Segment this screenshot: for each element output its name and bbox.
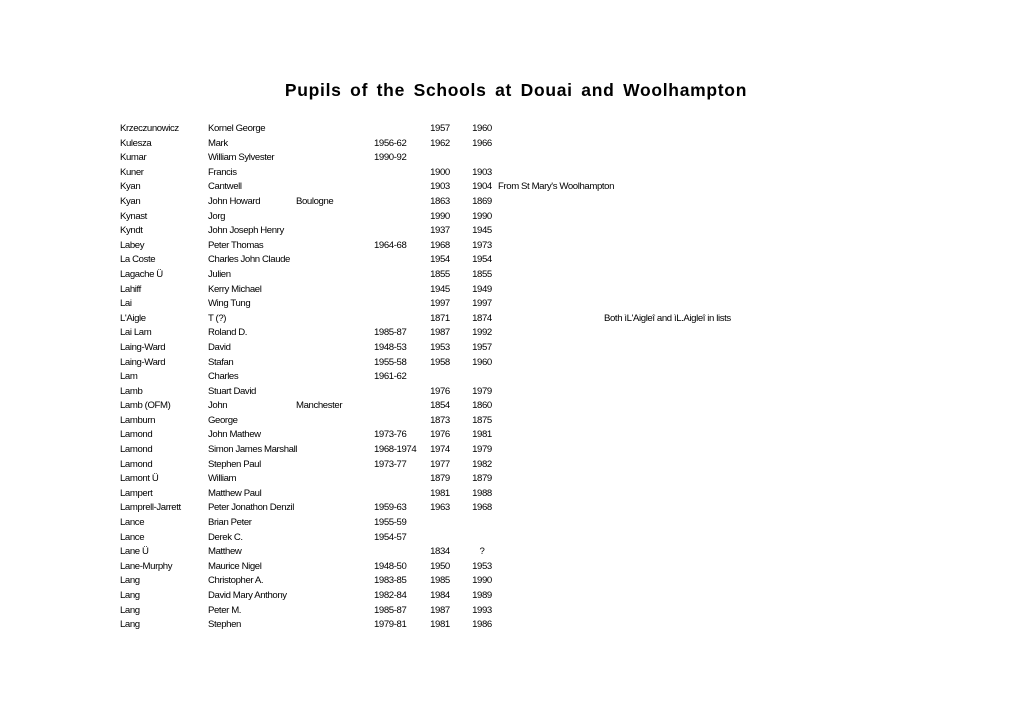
leaving-year-cell: 1953: [472, 560, 492, 572]
leaving-year-cell: 1981: [472, 429, 492, 441]
prep-years-cell: 1982-84: [374, 590, 407, 601]
entry-year-cell: 1976: [430, 429, 450, 441]
entry-year-cell: 1954: [430, 254, 450, 266]
forenames-cell: Julien: [208, 268, 231, 280]
forenames-cell: Christopher A.: [208, 575, 264, 587]
surname-cell: Kyndt: [120, 225, 143, 237]
surname-cell: Krzeczunowicz: [120, 123, 179, 134]
remark-cell: Both ìL'Aigleî and ìL.Aigleî in lists: [604, 312, 731, 324]
entry-year-cell: 1863: [430, 195, 450, 207]
forenames-cell: Francis: [208, 166, 237, 178]
leaving-year-cell: ?: [479, 546, 485, 558]
forenames-cell: David: [208, 341, 231, 353]
forenames-cell: David Mary Anthony: [208, 590, 287, 601]
leaving-year-cell: 1954: [472, 254, 492, 266]
surname-cell: Lane-Murphy: [120, 560, 173, 572]
forenames-cell: Matthew Paul: [208, 487, 262, 499]
forenames-cell: John Mathew: [208, 429, 261, 441]
entry-year-cell: 1968: [430, 239, 450, 251]
prep-years-cell: 1973-76: [374, 429, 407, 441]
forenames-cell: Matthew: [208, 546, 242, 558]
surname-cell: Lance: [120, 531, 145, 543]
surname-cell: Lam: [120, 371, 138, 383]
forenames-cell: Jorg: [208, 210, 226, 222]
surname-cell: Lamburn: [120, 414, 156, 426]
leaving-year-cell: 1874: [472, 312, 492, 324]
entry-year-cell: 1855: [430, 268, 450, 280]
table-row: [0, 137, 1024, 152]
surname-cell: Lane Ü: [120, 546, 149, 558]
prep-years-cell: 1955-59: [374, 517, 407, 529]
leaving-year-cell: 1879: [472, 473, 492, 485]
surname-cell: Lance: [120, 517, 145, 529]
forenames-cell: Brian Peter: [208, 517, 252, 529]
prep-years-cell: 1985-87: [374, 604, 407, 616]
entry-year-cell: 1953: [430, 341, 450, 353]
entry-year-cell: 1945: [430, 283, 450, 295]
entry-year-cell: 1903: [430, 181, 450, 193]
table-row: [0, 195, 1024, 210]
entry-year-cell: 1834: [430, 546, 450, 558]
leaving-year-cell: 1989: [472, 590, 492, 601]
forenames-cell: Charles: [208, 371, 239, 383]
surname-cell: Labey: [120, 239, 145, 251]
surname-cell: Lang: [120, 619, 140, 631]
entry-year-cell: 1990: [430, 210, 450, 222]
entry-year-cell: 1981: [430, 487, 450, 499]
prep-years-cell: 1990-92: [374, 152, 407, 164]
table-row: [0, 312, 1024, 327]
leaving-year-cell: 1960: [472, 356, 492, 368]
leaving-year-cell: 1997: [472, 298, 492, 310]
surname-cell: Lamond: [120, 444, 153, 456]
entry-year-cell: 1879: [430, 473, 450, 485]
table-row: [0, 472, 1024, 487]
surname-cell: Laing-Ward: [120, 356, 166, 368]
table-row: [0, 297, 1024, 312]
entry-year-cell: 1963: [430, 502, 450, 514]
prep-years-cell: 1959-63: [374, 502, 407, 514]
note-cell: From St Mary's Woolhampton: [498, 181, 615, 193]
forenames-cell: William: [208, 473, 237, 485]
entry-year-cell: 1900: [430, 166, 450, 178]
table-row: [0, 210, 1024, 225]
leaving-year-cell: 1966: [472, 137, 492, 149]
surname-cell: Lamont Ü: [120, 473, 159, 485]
prep-years-cell: 1968-1974: [374, 444, 417, 456]
entry-year-cell: 1985: [430, 575, 450, 587]
surname-cell: Lang: [120, 575, 140, 587]
entry-year-cell: 1873: [430, 414, 450, 426]
forenames-cell: Stafan: [208, 356, 234, 368]
table-row: [0, 180, 1024, 195]
table-row: [0, 224, 1024, 239]
table-row: [0, 458, 1024, 473]
prep-years-cell: 1964-68: [374, 239, 407, 251]
surname-cell: Lamprell-Jarrett: [120, 502, 181, 514]
forenames-cell: Kerry Michael: [208, 283, 262, 295]
leaving-year-cell: 1986: [472, 619, 492, 631]
surname-cell: Lamb (OFM): [120, 400, 171, 412]
leaving-year-cell: 1869: [472, 195, 492, 207]
forenames-cell: Stephen Paul: [208, 458, 261, 470]
prep-years-cell: 1954-57: [374, 531, 407, 543]
leaving-year-cell: 1992: [472, 327, 492, 339]
forenames-cell: George: [208, 414, 238, 426]
table-row: [0, 414, 1024, 429]
surname-cell: Lampert: [120, 487, 153, 499]
leaving-year-cell: 1875: [472, 414, 492, 426]
prep-years-cell: 1948-50: [374, 560, 407, 572]
forenames-cell: Stuart David: [208, 385, 256, 397]
entry-year-cell: 1987: [430, 604, 450, 616]
prep-years-cell: 1983-85: [374, 575, 407, 587]
table-row: [0, 166, 1024, 181]
surname-cell: Lamond: [120, 429, 153, 441]
forenames-cell: Cantwell: [208, 181, 242, 193]
pupil-list: [0, 122, 1024, 633]
table-row: [0, 399, 1024, 414]
table-row: [0, 253, 1024, 268]
surname-cell: Kulesza: [120, 137, 152, 149]
entry-year-cell: 1854: [430, 400, 450, 412]
surname-cell: Kynast: [120, 210, 147, 222]
forenames-cell: John: [208, 400, 228, 412]
table-row: [0, 239, 1024, 254]
table-row: [0, 560, 1024, 575]
prep-years-cell: 1955-58: [374, 356, 407, 368]
leaving-year-cell: 1968: [472, 502, 492, 514]
table-row: [0, 341, 1024, 356]
leaving-year-cell: 1988: [472, 487, 492, 499]
surname-cell: Kyan: [120, 181, 141, 193]
leaving-year-cell: 1990: [472, 575, 492, 587]
table-row: [0, 574, 1024, 589]
surname-cell: Lahiff: [120, 283, 141, 295]
forenames-cell: Peter M.: [208, 604, 242, 616]
forenames-cell: Peter Jonathon Denzil: [208, 502, 294, 514]
table-row: [0, 428, 1024, 443]
surname-cell: Lamond: [120, 458, 153, 470]
forenames-cell: T (?): [208, 312, 227, 324]
table-row: [0, 385, 1024, 400]
surname-cell: Lang: [120, 590, 140, 601]
leaving-year-cell: 1982: [472, 458, 492, 470]
table-row: [0, 501, 1024, 516]
leaving-year-cell: 1979: [472, 444, 492, 456]
surname-cell: Kumar: [120, 152, 147, 164]
forenames-cell: Wing Tung: [208, 298, 251, 310]
table-row: [0, 618, 1024, 633]
leaving-year-cell: 1979: [472, 385, 492, 397]
table-row: [0, 356, 1024, 371]
entry-year-cell: 1958: [430, 356, 450, 368]
prep-years-cell: 1961-62: [374, 371, 407, 383]
entry-year-cell: 1957: [430, 123, 450, 134]
leaving-year-cell: 1990: [472, 210, 492, 222]
entry-year-cell: 1984: [430, 590, 450, 601]
entry-year-cell: 1950: [430, 560, 450, 572]
table-row: [0, 589, 1024, 604]
forenames-cell: Stephen: [208, 619, 241, 631]
entry-year-cell: 1981: [430, 619, 450, 631]
forenames-cell: Charles John Claude: [208, 254, 290, 266]
surname-cell: Laing-Ward: [120, 341, 166, 353]
table-row: [0, 268, 1024, 283]
table-row: [0, 151, 1024, 166]
entry-year-cell: 1937: [430, 225, 450, 237]
table-row: [0, 326, 1024, 341]
table-row: [0, 443, 1024, 458]
surname-cell: Lang: [120, 604, 140, 616]
surname-cell: La Coste: [120, 254, 156, 266]
leaving-year-cell: 1993: [472, 604, 492, 616]
forenames-cell: Simon James Marshall: [208, 444, 298, 456]
page-title: Pupils of the Schools at Douai and Woolhampton: [284, 80, 748, 100]
leaving-year-cell: 1855: [472, 268, 492, 280]
forenames-cell: William Sylvester: [208, 152, 275, 164]
table-row: [0, 604, 1024, 619]
entry-year-cell: 1962: [430, 137, 450, 149]
surname-cell: L'Aigle: [120, 312, 146, 324]
surname-cell: Lamb: [120, 385, 143, 397]
leaving-year-cell: 1904: [472, 181, 492, 193]
surname-cell: Kuner: [120, 166, 144, 178]
table-row: [0, 370, 1024, 385]
surname-cell: Kyan: [120, 195, 141, 207]
leaving-year-cell: 1860: [472, 400, 492, 412]
surname-cell: Lai: [120, 298, 132, 310]
prep-years-cell: 1973-77: [374, 458, 407, 470]
entry-year-cell: 1977: [430, 458, 450, 470]
place-cell: Boulogne: [296, 195, 334, 207]
prep-years-cell: 1956-62: [374, 137, 407, 149]
place-cell: Manchester: [296, 400, 343, 412]
forenames-cell: Roland D.: [208, 327, 248, 339]
table-row: [0, 283, 1024, 298]
entry-year-cell: 1997: [430, 298, 450, 310]
table-row: [0, 122, 1024, 137]
prep-years-cell: 1948-53: [374, 341, 407, 353]
leaving-year-cell: 1945: [472, 225, 492, 237]
leaving-year-cell: 1973: [472, 239, 492, 251]
entry-year-cell: 1987: [430, 327, 450, 339]
prep-years-cell: 1985-87: [374, 327, 407, 339]
forenames-cell: Peter Thomas: [208, 239, 264, 251]
surname-cell: Lai Lam: [120, 327, 152, 339]
entry-year-cell: 1974: [430, 444, 450, 456]
entry-year-cell: 1871: [430, 312, 450, 324]
leaving-year-cell: 1960: [472, 123, 492, 134]
forenames-cell: Mark: [208, 137, 228, 149]
table-row: [0, 531, 1024, 546]
surname-cell: Lagache Ü: [120, 268, 163, 280]
forenames-cell: Maurice Nigel: [208, 560, 262, 572]
leaving-year-cell: 1949: [472, 283, 492, 295]
prep-years-cell: 1979-81: [374, 619, 407, 631]
table-row: [0, 516, 1024, 531]
forenames-cell: John Joseph Henry: [208, 225, 284, 237]
leaving-year-cell: 1903: [472, 166, 492, 178]
leaving-year-cell: 1957: [472, 341, 492, 353]
forenames-cell: John Howard: [208, 195, 261, 207]
forenames-cell: Kornel George: [208, 123, 266, 134]
table-row: [0, 487, 1024, 502]
table-row: [0, 545, 1024, 560]
entry-year-cell: 1976: [430, 385, 450, 397]
forenames-cell: Derek C.: [208, 531, 243, 543]
